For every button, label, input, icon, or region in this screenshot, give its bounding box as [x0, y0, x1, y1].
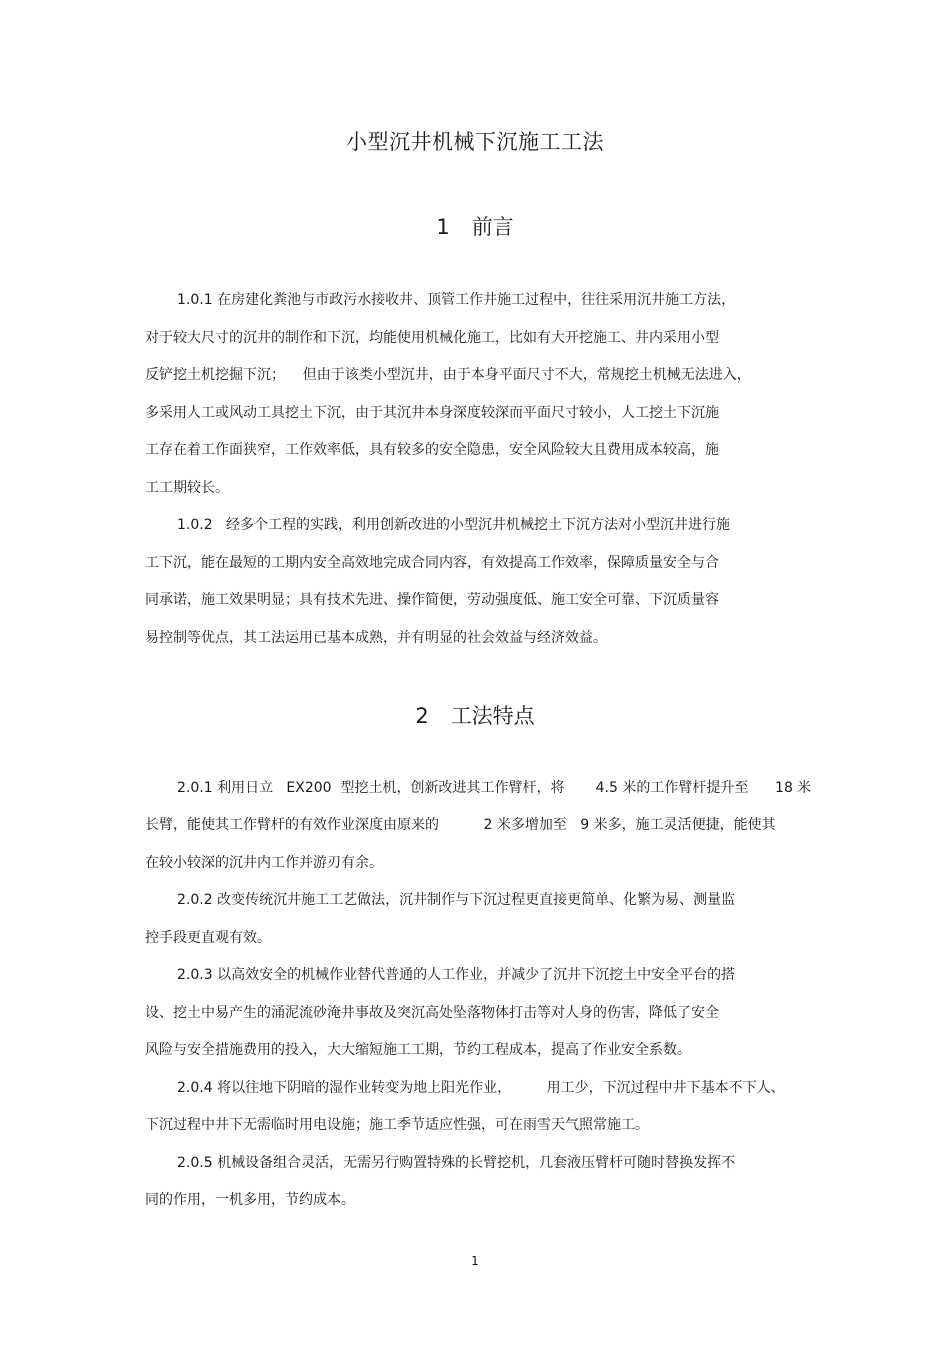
- paragraph-line: 在较小较深的沉井内工作并游刃有余。: [145, 855, 383, 871]
- paragraph-line: 反铲挖土机挖掘下沉； 但由于该类小型沉井，由于本身平面尺寸不大，常规挖土机械无法进入，: [145, 367, 751, 383]
- paragraph-line: 工工期较长。: [145, 480, 229, 496]
- paragraph-line: 易控制等优点，其工法运用已基本成熟，并有明显的社会效益与经济效益。: [145, 630, 607, 646]
- paragraph-line: 工下沉，能在最短的工期内安全高效地完成合同内容，有效提高工作效率，保障质量安全与合: [145, 555, 719, 571]
- paragraph-line: 同的作用，一机多用，节约成本。: [145, 1192, 355, 1208]
- paragraph-line: 2.0.3 以高效安全的机械作业替代普通的人工作业，并减少了沉井下沉挖土中安全平台的搭: [177, 967, 736, 983]
- paragraph-line: 同承诺，施工效果明显；具有技术先进、操作简便，劳动强度低、施工安全可靠、下沉质量容: [145, 592, 719, 608]
- paragraph-line: 多采用人工或风动工具挖土下沉，由于其沉井本身深度较深而平面尺寸较小，人工挖土下沉施: [145, 405, 719, 421]
- document-title: 小型沉井机械下沉施工工法: [346, 130, 604, 154]
- section-number: 2: [415, 704, 429, 728]
- paragraph-line: 工存在着工作面狭窄，工作效率低，具有较多的安全隐患，安全风险较大且费用成本较高，施: [145, 442, 719, 458]
- page-number: 1: [471, 1254, 479, 1268]
- section-title: 工法特点: [450, 704, 535, 728]
- paragraph-line: 2.0.5 机械设备组合灵活，无需另行购置特殊的长臂挖机，几套液压臂杆可随时替换发挥不: [177, 1155, 736, 1171]
- section-number: 1: [436, 215, 450, 239]
- paragraph-line: 1.0.2 经多个工程的实践，利用创新改进的小型沉井机械挖土下沉方法对小型沉井进行施: [177, 517, 730, 533]
- paragraph-line: 下沉过程中井下无需临时用电设施；施工季节适应性强，可在雨雪天气照常施工。: [145, 1117, 649, 1133]
- section-heading-features: [0, 700, 950, 730]
- paragraph-line: 对于较大尺寸的沉井的制作和下沉，均能使用机械化施工，比如有大开挖施工、井内采用小型: [145, 330, 719, 346]
- paragraph-line: 2.0.1 利用日立 EX200 型挖土机，创新改进其工作臂杆，将 4.5 米的工作臂杆提升至 18 米: [177, 780, 812, 796]
- paragraph-line: 长臂，能使其工作臂杆的有效作业深度由原来的 2 米多增加至 9 米多，施工灵活便捷，能使其: [145, 817, 776, 833]
- section-title: 前言: [471, 215, 514, 239]
- paragraph-line: 2.0.2 改变传统沉井施工工艺做法，沉井制作与下沉过程更直接更简单、化繁为易、测量监: [177, 892, 736, 908]
- paragraph-line: 控手段更直观有效。: [145, 930, 271, 946]
- paragraph-line: 2.0.4 将以往地下阴暗的湿作业转变为地上阳光作业， 用工少，下沉过程中井下基本不下人、: [177, 1080, 785, 1096]
- paragraph-line: 1.0.1 在房建化粪池与市政污水接收井、顶管工作井施工过程中，往往采用沉井施工方法，: [177, 292, 736, 308]
- section-heading-foreword: [0, 211, 950, 241]
- paragraph-line: 设、挖土中易产生的涌泥流砂淹井事故及突沉高处坠落物体打击等对人身的伤害，降低了安全: [145, 1005, 719, 1021]
- paragraph-line: 风险与安全措施费用的投入，大大缩短施工工期，节约工程成本，提高了作业安全系数。: [145, 1042, 691, 1058]
